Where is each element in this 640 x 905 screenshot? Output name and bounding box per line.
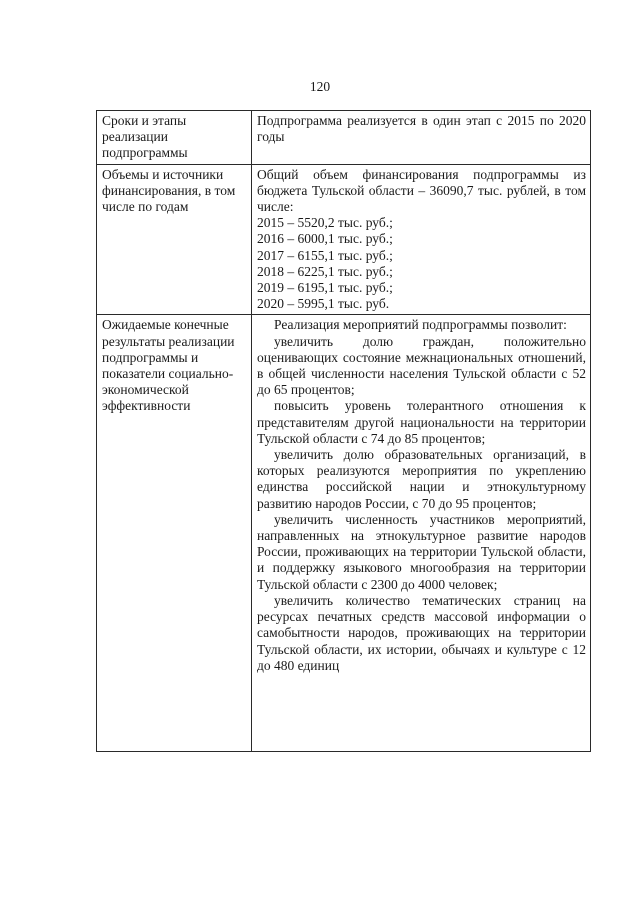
terms-text: Подпрограмма реализуется в один этап с 2015 по 2020 годы	[257, 113, 586, 145]
results-item-1: увеличить долю граждан, положительно оценивающих состояние межнациональных отношений, в общей численности населения Тульской области с 52 до 65 процентов;	[257, 333, 586, 398]
results-value	[252, 315, 591, 752]
results-intro: Реализация мероприятий подпрограммы позволит:	[274, 317, 567, 333]
financing-year-2020: 2020 – 5995,1 тыс. руб.	[257, 296, 390, 312]
financing-year-2016: 2016 – 6000,1 тыс. руб.;	[257, 231, 393, 247]
results-item-3: увеличить долю образовательных организаций, в которых реализуются мероприятия по укреплению единства российской нации и этнокультурному развитию народов России, с 70 до 95 процентов;	[257, 447, 586, 511]
terms-label: Сроки и этапы реализации подпрограммы	[97, 111, 252, 165]
financing-value	[252, 164, 591, 315]
results-item-5: увеличить количество тематических страниц на ресурсах печатных средств массовой информации о самобытности народов, проживающих на территории Тульской области, их истории, обычаях и культуре с 12 до 480 единиц	[257, 592, 586, 673]
results-item-2: повысить уровень толерантного отношения к представителям другой национальности на территории Тульской области с 74 до 85 процентов;	[257, 398, 586, 446]
financing-year-2018: 2018 – 6225,1 тыс. руб.;	[257, 263, 393, 279]
subprogram-passport-table	[96, 110, 591, 752]
results-label: Ожидаемые конечные результаты реализации подпрограммы и показатели социально-экономической эффективности	[97, 315, 252, 752]
results-item-4: увеличить численность участников мероприятий, направленных на этнокультурное развитие народов России, проживающих на территории Тульской области, и поддержку языкового многообразия на территории Тульской области с 2300 до 4000 человек;	[257, 511, 586, 592]
financing-year-2015: 2015 – 5520,2 тыс. руб.;	[257, 215, 393, 231]
financing-label: Объемы и источники финансирования, в том числе по годам	[97, 164, 252, 315]
financing-year-2017: 2017 – 6155,1 тыс. руб.;	[257, 247, 393, 263]
table-row-financing	[97, 164, 591, 315]
table-row-results	[97, 315, 591, 752]
financing-year-2019: 2019 – 6195,1 тыс. руб.;	[257, 280, 393, 296]
terms-value	[252, 111, 591, 165]
page-number: 120	[309, 79, 331, 94]
table-row-terms	[97, 111, 591, 165]
financing-intro: Общий объем финансирования подпрограммы из бюджета Тульской области – 36090,7 тыс. рублей, в том числе:	[257, 166, 586, 215]
